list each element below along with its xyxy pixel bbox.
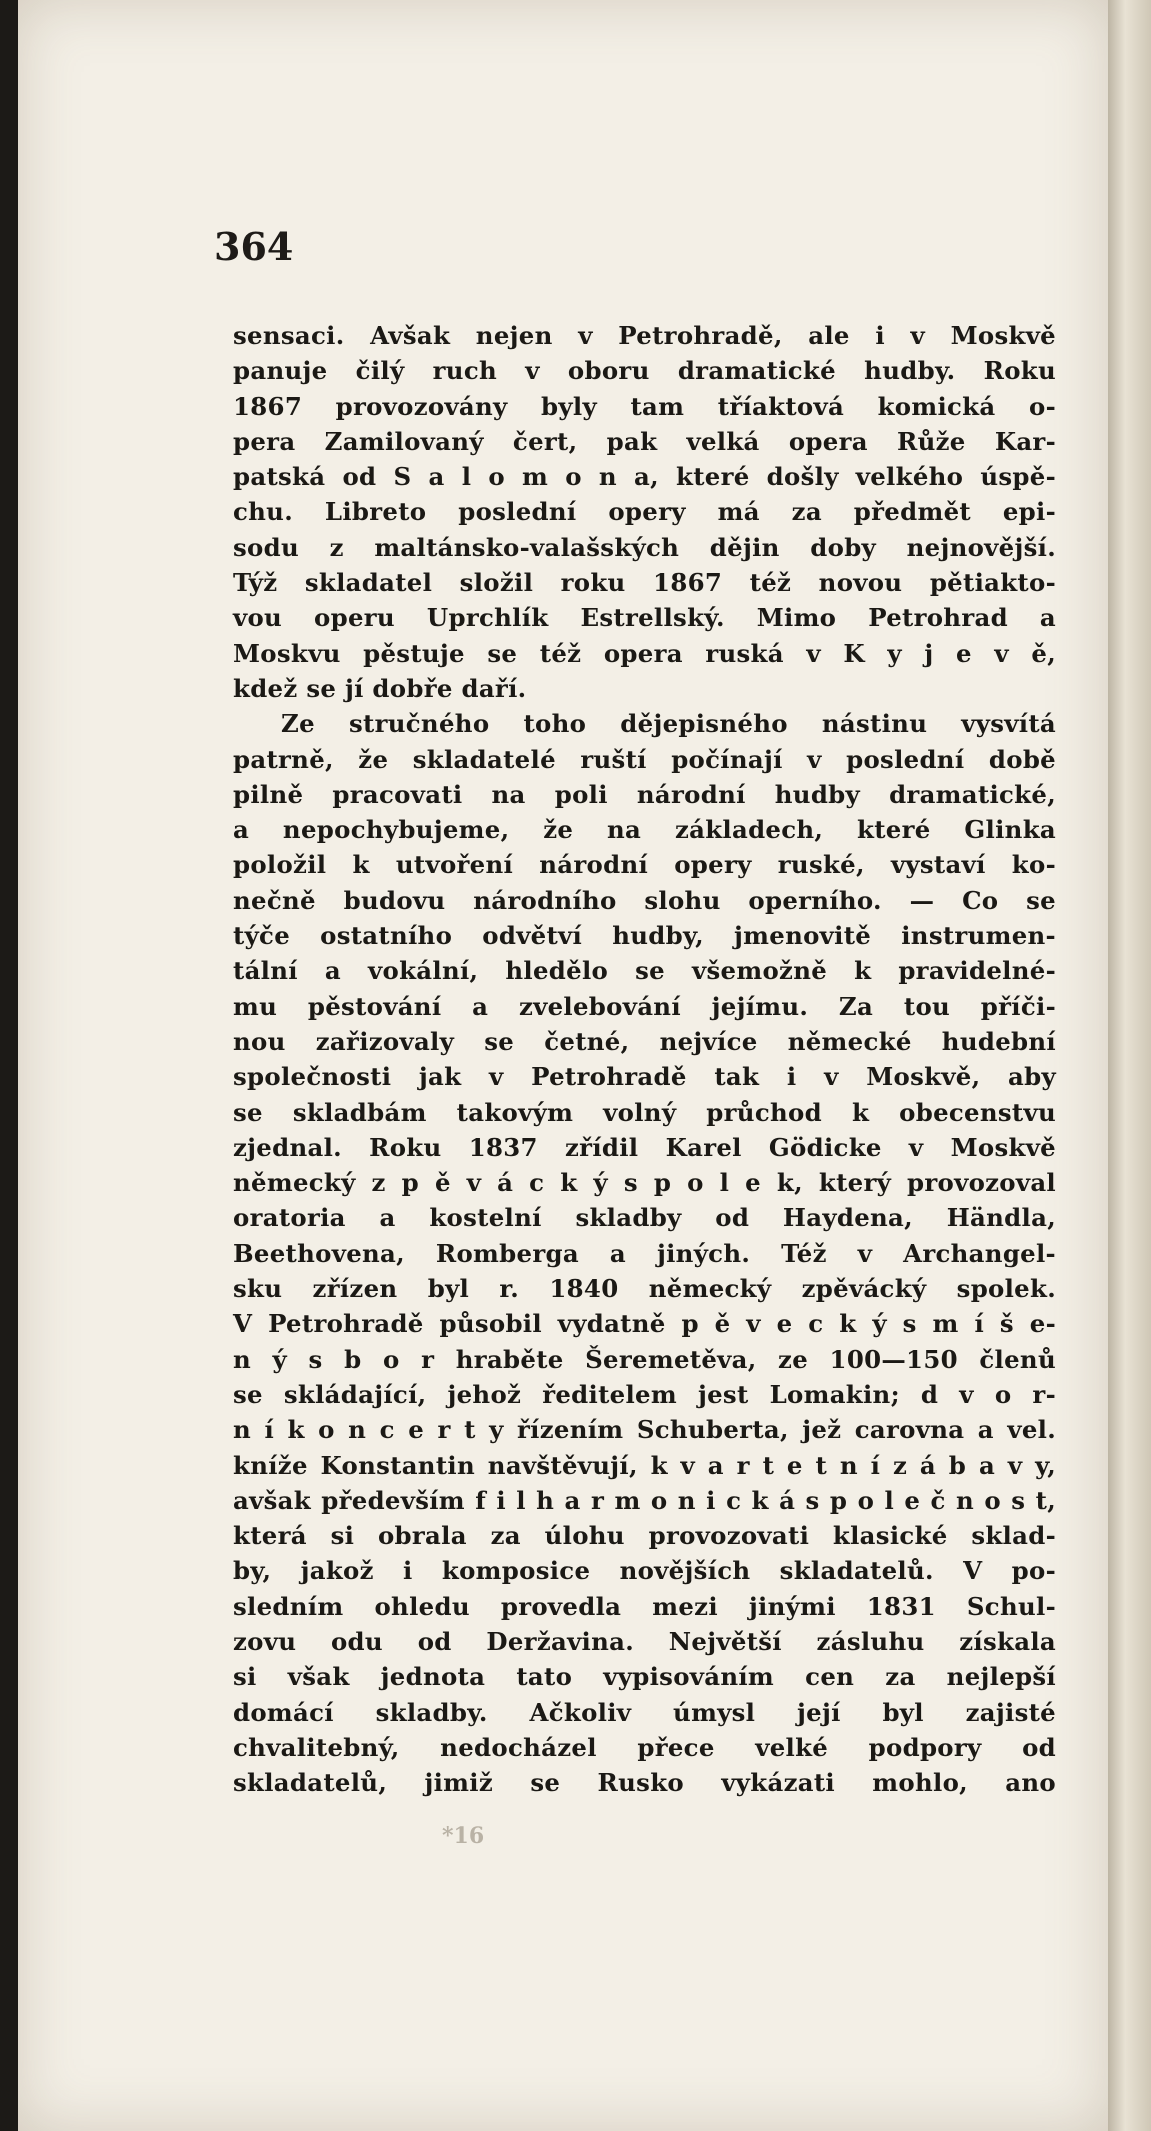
text-line: vou operu Uprchlík Estrellský. Mimo Petrohrad a xyxy=(233,603,1056,633)
text-line: se skládající, jehož ředitelem jest Lomakin; d v o r- xyxy=(233,1379,1056,1409)
text-line: n ý s b o r hraběte Šeremetěva, ze 100—150 členů xyxy=(233,1344,1056,1374)
text-line: kníže Konstantin navštěvují, k v a r t e t n í z á b a v y, xyxy=(233,1450,1056,1480)
text-line: se skladbám takovým volný průchod k obecenstvu xyxy=(233,1097,1056,1127)
text-line: společnosti jak v Petrohradě tak i v Moskvě, aby xyxy=(233,1062,1056,1092)
text-line: sledním ohledu provedla mezi jinými 1831 Schul- xyxy=(233,1591,1056,1621)
text-line-paragraph-start: Ze stručného toho dějepisného nástinu vysvítá xyxy=(281,709,1056,739)
text-line: domácí skladby. Ačkoliv úmysl její byl zajisté xyxy=(233,1697,1056,1727)
text-line: Beethovena, Romberga a jiných. Též v Archangel- xyxy=(233,1238,1056,1268)
text-line: n í k o n c e r t y řízením Schuberta, jež carovna a vel. xyxy=(233,1415,1056,1445)
text-line: avšak především f i l h a r m o n i c k á s p o l e č n o s t, xyxy=(233,1485,1056,1515)
text-line: chu. Libreto poslední opery má za předmět epi- xyxy=(233,497,1056,527)
text-line: položil k utvoření národní opery ruské, vystaví ko- xyxy=(233,850,1056,880)
text-line: si však jednota tato vypisováním cen za nejlepší xyxy=(233,1662,1056,1692)
text-line: nou zařizovaly se četné, nejvíce německé hudební xyxy=(233,1026,1056,1056)
text-line: panuje čilý ruch v oboru dramatické hudby. Roku xyxy=(233,356,1056,386)
text-line: sodu z maltánsko-valašských dějin doby nejnovější. xyxy=(233,532,1056,562)
text-line: Týž skladatel složil roku 1867 též novou pětiakto- xyxy=(233,568,1056,598)
text-line: nečně budovu národního slohu operního. — Co se xyxy=(233,885,1056,915)
text-line: Moskvu pěstuje se též opera ruská v K y j e v ě, xyxy=(233,638,1056,668)
signature-mark: *16 xyxy=(442,1823,485,1849)
text-line: skladatelů, jimiž se Rusko vykázati mohlo, ano xyxy=(233,1768,1056,1798)
text-line: V Petrohradě působil vydatně p ě v e c k ý s m í š e- xyxy=(233,1309,1056,1339)
text-line: zjednal. Roku 1837 zřídil Karel Gödicke v Moskvě xyxy=(233,1132,1056,1162)
text-line: sku zřízen byl r. 1840 německý zpěvácký spolek. xyxy=(233,1274,1056,1304)
body-text xyxy=(233,318,1056,1800)
book-page xyxy=(18,0,1108,2131)
text-line: pilně pracovati na poli národní hudby dramatické, xyxy=(233,779,1056,809)
text-line: 1867 provozovány byly tam tříaktová komická o- xyxy=(233,391,1056,421)
text-line: tální a vokální, hledělo se všemožně k pravidelné- xyxy=(233,956,1056,986)
text-line: patská od S a l o m o n a, které došly velkého úspě- xyxy=(233,462,1056,492)
text-line: pera Zamilovaný čert, pak velká opera Růže Kar- xyxy=(233,426,1056,456)
page-number: 364 xyxy=(214,224,294,269)
text-line: patrně, že skladatelé ruští počínají v poslední době xyxy=(233,744,1056,774)
text-line: sensaci. Avšak nejen v Petrohradě, ale i v Moskvě xyxy=(233,321,1056,350)
text-line: oratoria a kostelní skladby od Haydena, Händla, xyxy=(233,1203,1056,1233)
text-line-paragraph-end: kdež se jí dobře daří. xyxy=(233,673,527,703)
text-line: chvalitebný, nedocházel přece velké podpory od xyxy=(233,1732,1056,1762)
text-line: a nepochybujeme, že na základech, které Glinka xyxy=(233,815,1056,845)
text-line: by, jakož i komposice novějších skladatelů. V po- xyxy=(233,1556,1056,1586)
text-line: německý z p ě v á c k ý s p o l e k, který provozoval xyxy=(233,1168,1056,1198)
text-line: která si obrala za úlohu provozovati klasické sklad- xyxy=(233,1521,1056,1551)
text-line: týče ostatního odvětví hudby, jmenovitě instrumen- xyxy=(233,921,1056,951)
text-line: zovu odu od Deržavina. Největší zásluhu získala xyxy=(233,1626,1056,1656)
adjacent-page-edge xyxy=(1108,0,1151,2131)
text-line: mu pěstování a zvelebování jejímu. Za tou příči- xyxy=(233,991,1056,1021)
